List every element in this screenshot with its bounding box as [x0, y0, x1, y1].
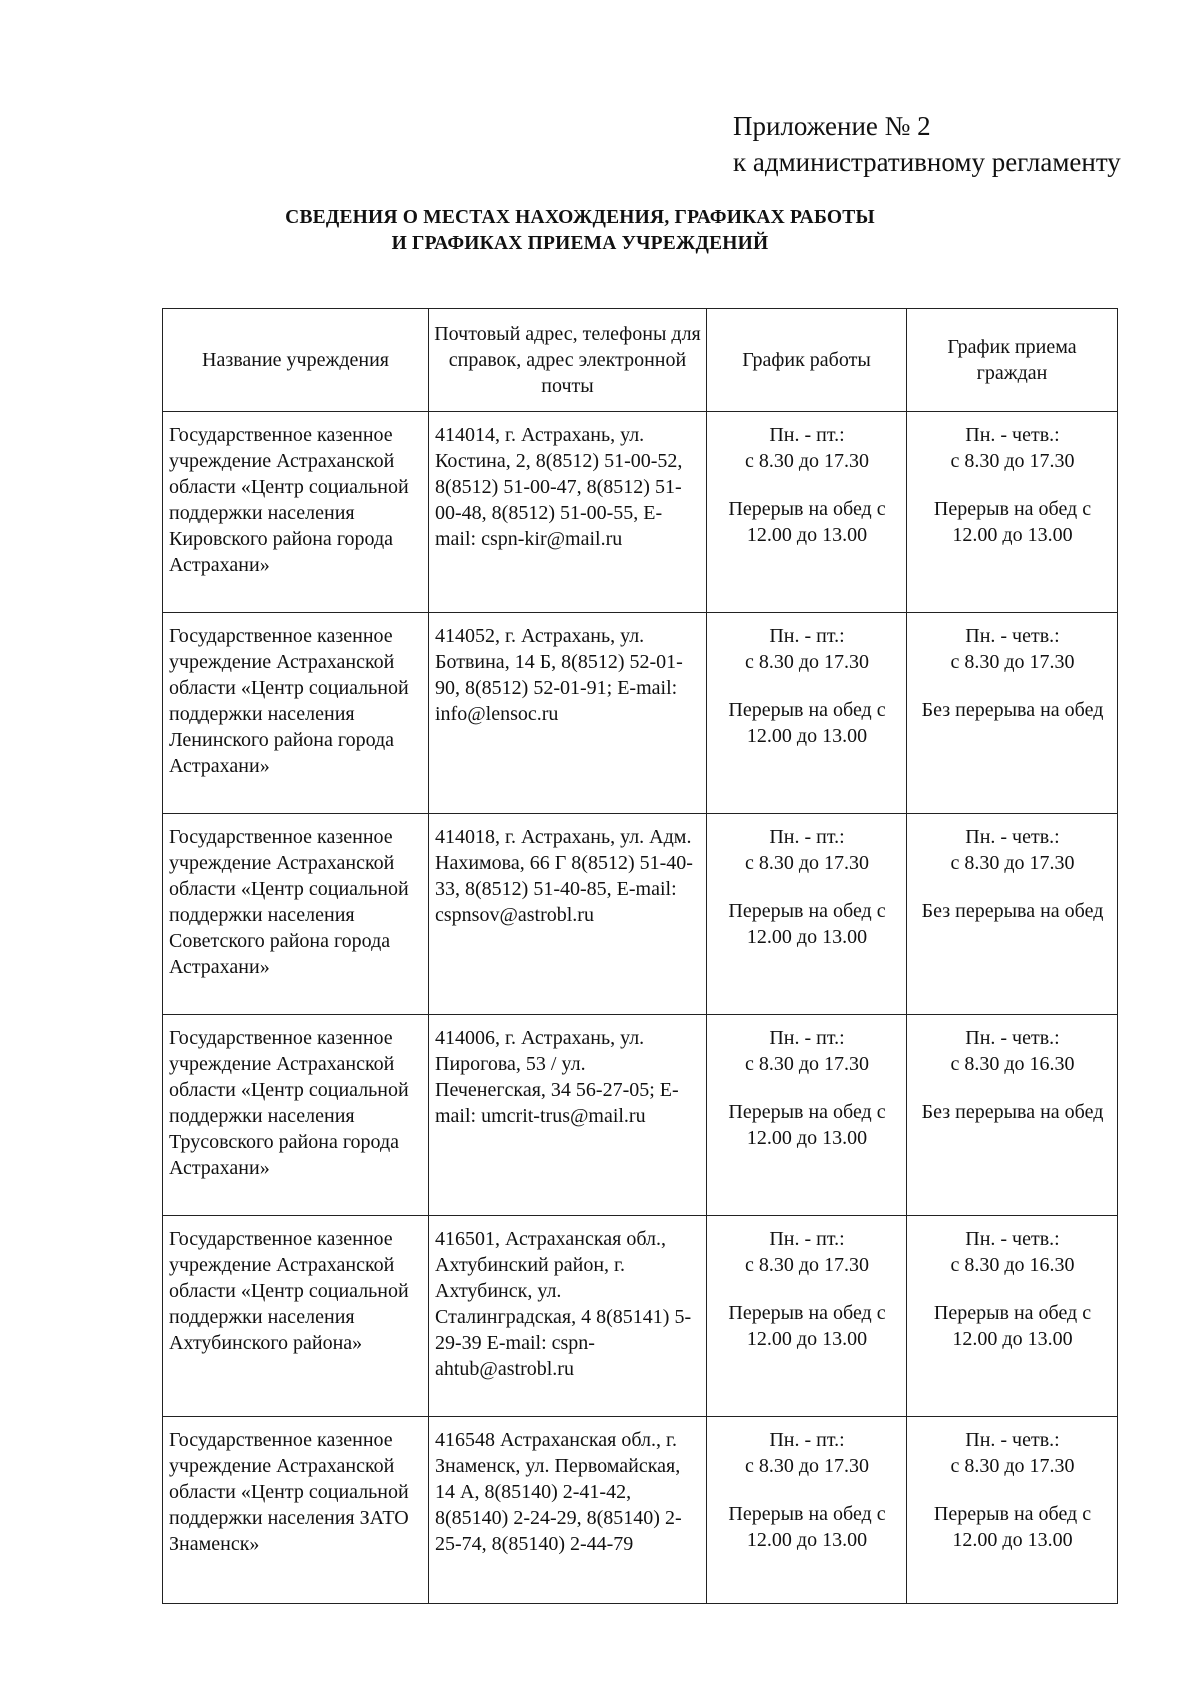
reception-break: Перерыв на обед с 12.00 до 13.00 — [933, 498, 1092, 546]
work-days: Пн. - пт.: — [769, 1429, 845, 1451]
table-row — [163, 613, 1118, 814]
institution-address: 416548 Астраханская обл., г. Знаменск, ул. Первомайская, 14 А, 8(85140) 2-41-42, 8(85140) 2-24-29, 8(85140) 2-25-74, 8(85140) 2-44-79 — [429, 1417, 707, 1604]
reception-schedule — [907, 1216, 1118, 1417]
table-row — [163, 1015, 1118, 1216]
work-break: Перерыв на обед с 12.00 до 13.00 — [728, 1302, 886, 1350]
institutions-table — [162, 308, 1118, 1604]
reception-days: Пн. - четв.: — [965, 1027, 1060, 1049]
work-schedule — [707, 1015, 907, 1216]
work-break: Перерыв на обед с 12.00 до 13.00 — [728, 1503, 886, 1551]
document-title — [160, 205, 1000, 257]
appendix-number: Приложение № 2 — [733, 111, 931, 141]
institution-name: Государственное казенное учреждение Астраханской области «Центр социальной поддержки населения Трусовского района города Астрахани» — [163, 1015, 429, 1216]
reception-days: Пн. - четв.: — [965, 1429, 1060, 1451]
reception-hours: с 8.30 до 16.30 — [950, 1053, 1075, 1075]
work-hours: с 8.30 до 17.30 — [744, 1455, 870, 1477]
table-row — [163, 412, 1118, 613]
work-days: Пн. - пт.: — [769, 625, 845, 647]
reception-schedule — [907, 1015, 1118, 1216]
work-hours: с 8.30 до 17.30 — [744, 852, 870, 874]
work-days: Пн. - пт.: — [769, 826, 845, 848]
institution-address: 414018, г. Астрахань, ул. Адм. Нахимова, 66 Г 8(8512) 51-40-33, 8(8512) 51-40-85, E-mail: cspnsov@astrobl.ru — [429, 814, 707, 1015]
work-break: Перерыв на обед с 12.00 до 13.00 — [728, 498, 886, 546]
institution-name: Государственное казенное учреждение Астраханской области «Центр социальной поддержки населения Кировского района города Астрахани» — [163, 412, 429, 613]
work-schedule — [707, 613, 907, 814]
reception-break: Без перерыва на обед — [921, 699, 1104, 721]
header-name: Название учреждения — [163, 309, 429, 412]
reception-days: Пн. - четв.: — [965, 625, 1060, 647]
reception-hours: с 8.30 до 17.30 — [950, 651, 1075, 673]
reception-break: Перерыв на обед с 12.00 до 13.00 — [933, 1302, 1092, 1350]
work-days: Пн. - пт.: — [769, 1027, 845, 1049]
work-schedule — [707, 814, 907, 1015]
header-address: Почтовый адрес, телефоны для справок, адрес электронной почты — [429, 309, 707, 412]
work-hours: с 8.30 до 17.30 — [744, 651, 870, 673]
reception-days: Пн. - четв.: — [965, 826, 1060, 848]
title-line-1: СВЕДЕНИЯ О МЕСТАХ НАХОЖДЕНИЯ, ГРАФИКАХ РАБОТЫ — [285, 207, 875, 228]
institution-name: Государственное казенное учреждение Астраханской области «Центр социальной поддержки населения Ахтубинского района» — [163, 1216, 429, 1417]
work-hours: с 8.30 до 17.30 — [744, 450, 870, 472]
reception-hours: с 8.30 до 17.30 — [950, 1455, 1075, 1477]
institution-address: 414006, г. Астрахань, ул. Пирогова, 53 / ул. Печенегская, 34 56-27-05; E-mail: umcrit-trus@mail.ru — [429, 1015, 707, 1216]
institution-address: 414052, г. Астрахань, ул. Ботвина, 14 Б, 8(8512) 52-01-90, 8(8512) 52-01-91; E-mail: info@lensoc.ru — [429, 613, 707, 814]
appendix-header — [733, 108, 1121, 180]
reception-break: Без перерыва на обед — [921, 900, 1104, 922]
reception-days: Пн. - четв.: — [965, 1228, 1060, 1250]
reception-schedule — [907, 613, 1118, 814]
work-hours: с 8.30 до 17.30 — [744, 1254, 870, 1276]
work-break: Перерыв на обед с 12.00 до 13.00 — [728, 900, 886, 948]
institution-address: 416501, Астраханская обл., Ахтубинский район, г. Ахтубинск, ул. Сталинградская, 4 8(85141) 5-29-39 E-mail: cspn-ahtub@astrobl.ru — [429, 1216, 707, 1417]
institution-name: Государственное казенное учреждение Астраханской области «Центр социальной поддержки населения ЗАТО Знаменск» — [163, 1417, 429, 1604]
work-hours: с 8.30 до 17.30 — [744, 1053, 870, 1075]
work-schedule — [707, 1417, 907, 1604]
institution-name: Государственное казенное учреждение Астраханской области «Центр социальной поддержки населения Советского района города Астрахани» — [163, 814, 429, 1015]
table-row — [163, 1417, 1118, 1604]
reception-schedule — [907, 1417, 1118, 1604]
institution-name: Государственное казенное учреждение Астраханской области «Центр социальной поддержки населения Ленинского района города Астрахани» — [163, 613, 429, 814]
work-days: Пн. - пт.: — [769, 424, 845, 446]
institution-address: 414014, г. Астрахань, ул. Костина, 2, 8(8512) 51-00-52, 8(8512) 51-00-47, 8(8512) 51-00-48, 8(8512) 51-00-55, E-mail: cspn-kir@mail.ru — [429, 412, 707, 613]
header-reception-schedule: График приема граждан — [907, 309, 1118, 412]
reception-days: Пн. - четв.: — [965, 424, 1060, 446]
header-work-schedule: График работы — [707, 309, 907, 412]
title-line-2: И ГРАФИКАХ ПРИЕМА УЧРЕЖДЕНИЙ — [391, 233, 769, 254]
reception-schedule — [907, 814, 1118, 1015]
reception-hours: с 8.30 до 17.30 — [950, 450, 1075, 472]
reception-hours: с 8.30 до 16.30 — [950, 1254, 1075, 1276]
work-days: Пн. - пт.: — [769, 1228, 845, 1250]
reception-break: Перерыв на обед с 12.00 до 13.00 — [933, 1503, 1092, 1551]
work-break: Перерыв на обед с 12.00 до 13.00 — [728, 1101, 886, 1149]
table-row — [163, 1216, 1118, 1417]
table-row — [163, 814, 1118, 1015]
reception-schedule — [907, 412, 1118, 613]
table-header-row — [163, 309, 1118, 412]
work-schedule — [707, 1216, 907, 1417]
work-break: Перерыв на обед с 12.00 до 13.00 — [728, 699, 886, 747]
reception-hours: с 8.30 до 17.30 — [950, 852, 1075, 874]
appendix-reference: к административному регламенту — [733, 147, 1121, 177]
reception-break: Без перерыва на обед — [921, 1101, 1104, 1123]
work-schedule — [707, 412, 907, 613]
